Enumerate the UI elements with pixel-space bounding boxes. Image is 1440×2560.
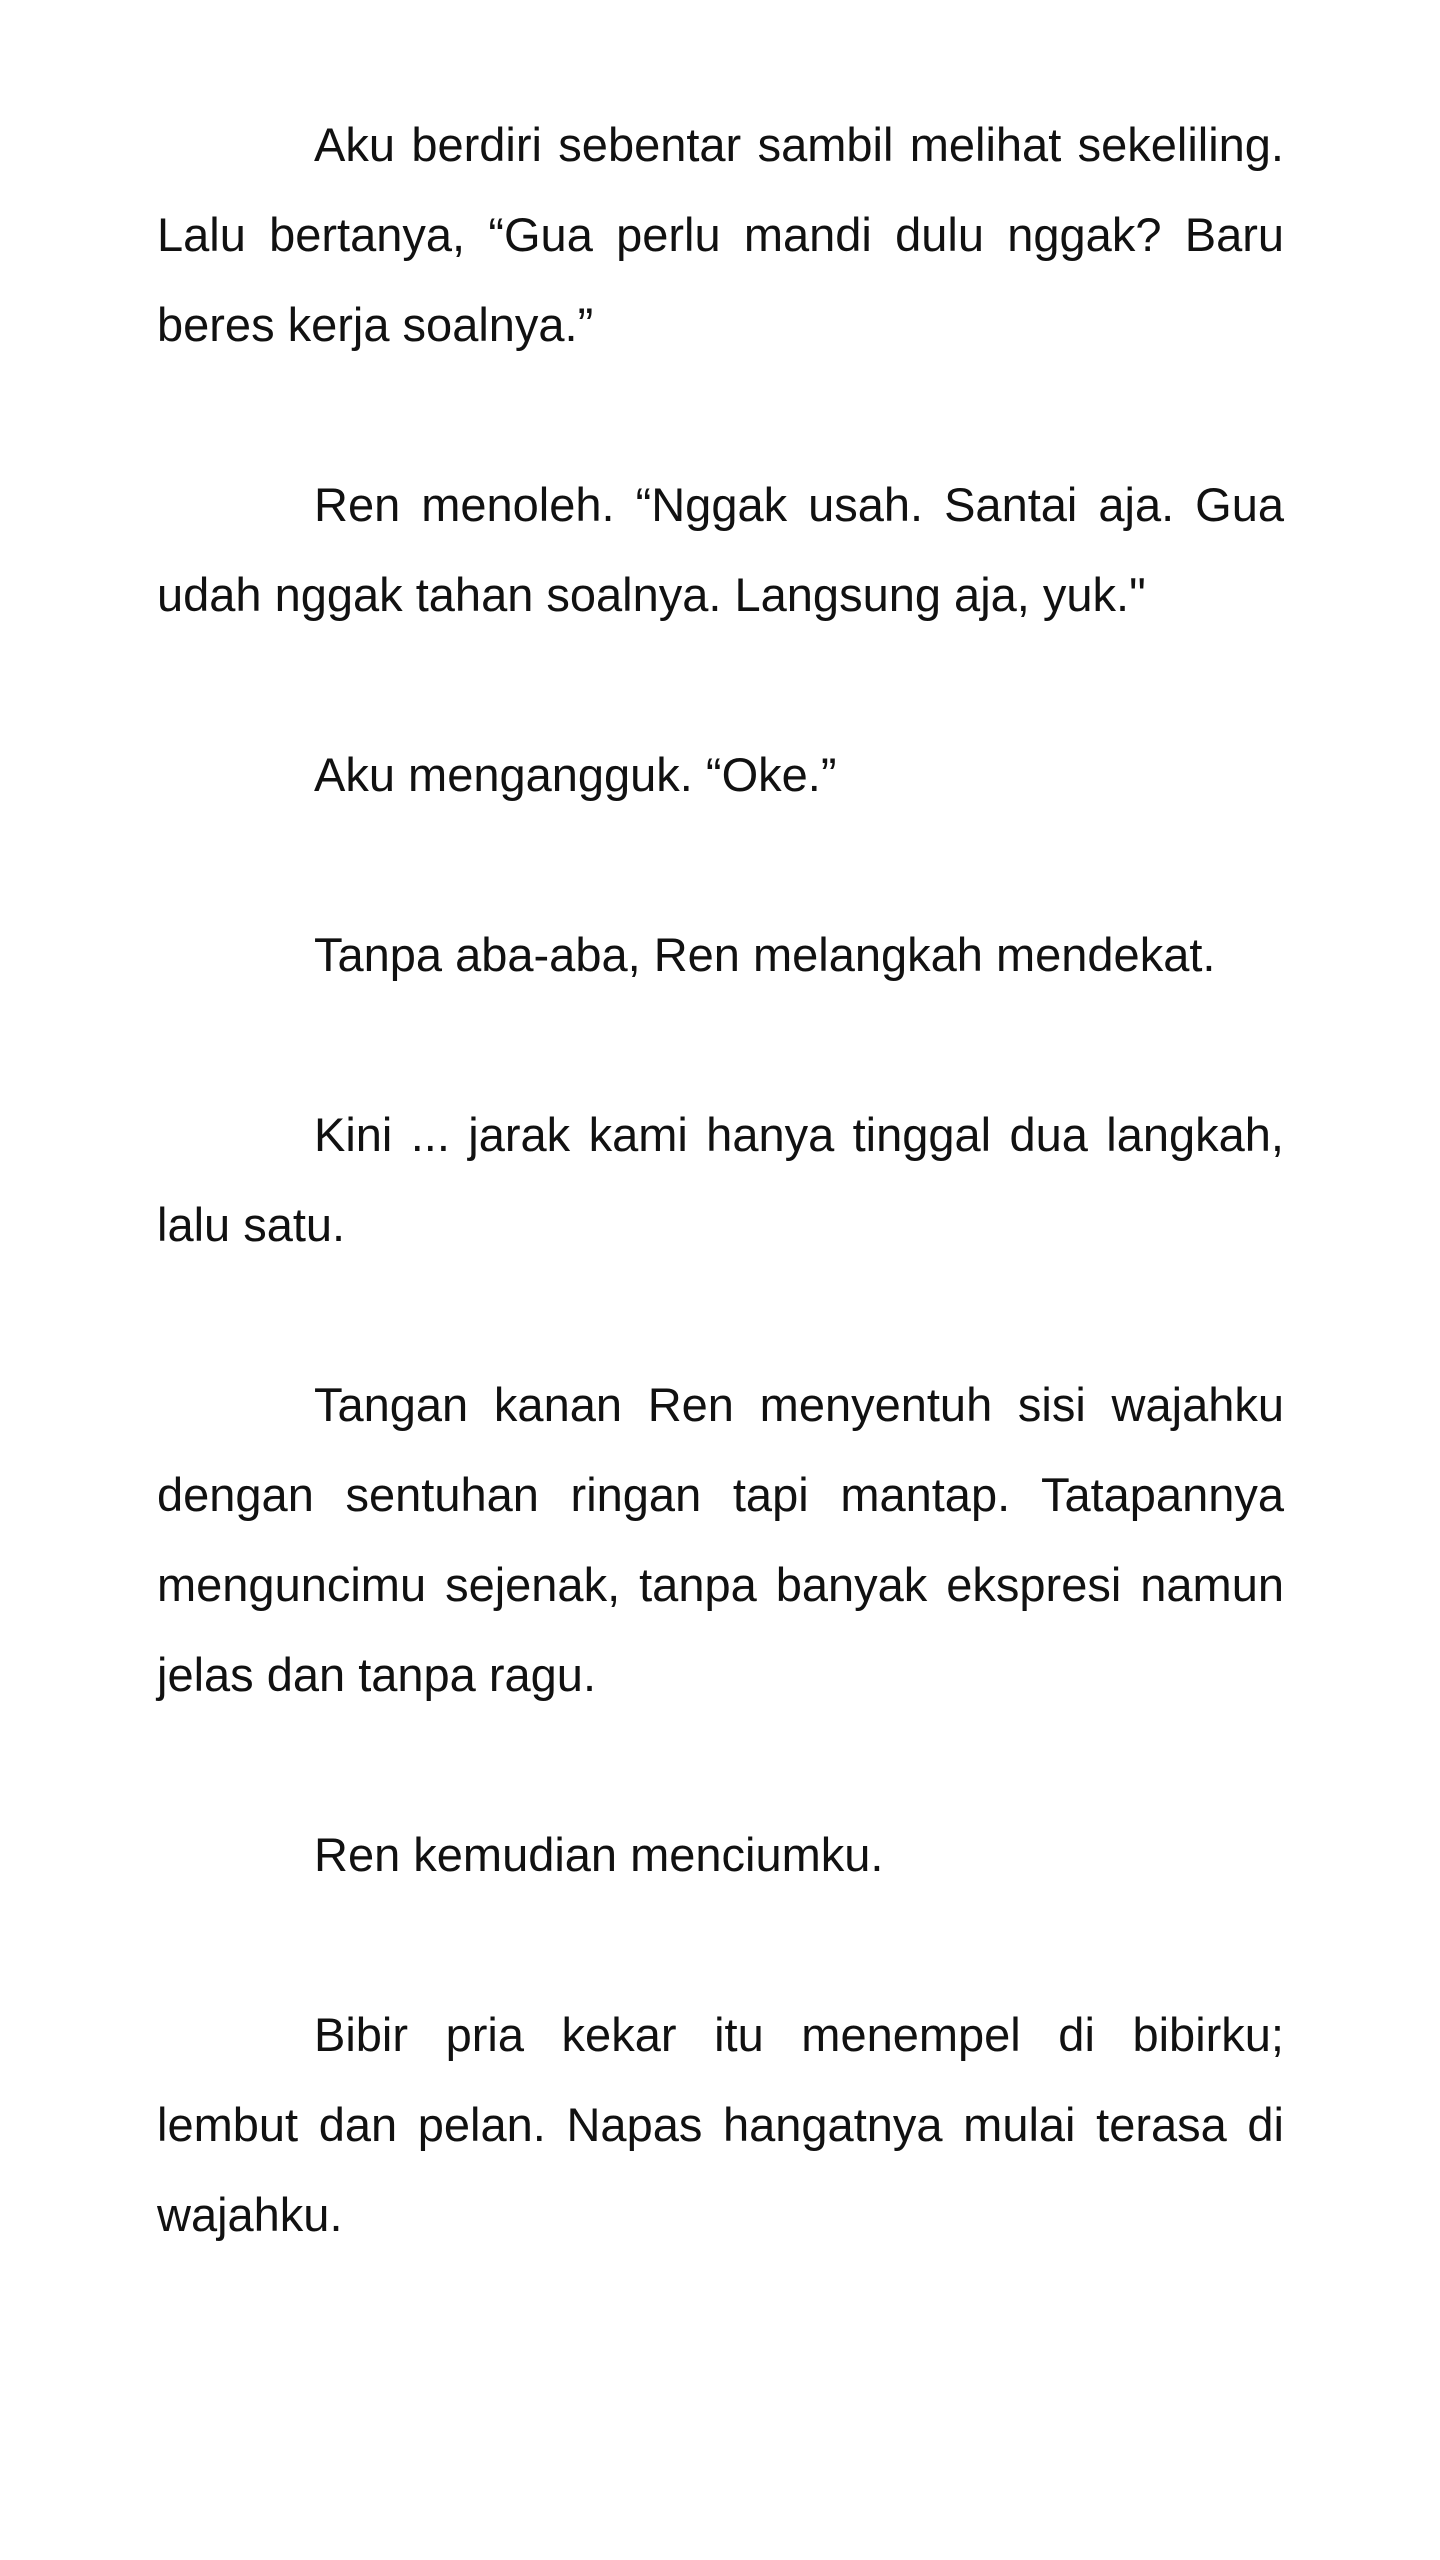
paragraph-5: Kini ... jarak kami hanya tinggal dua langkah, lalu satu. <box>157 1108 1284 1251</box>
paragraph-7: Ren kemudian menciumku. <box>314 1828 884 1881</box>
paragraph-6: Tangan kanan Ren menyentuh sisi wajahku dengan sentuhan ringan tapi mantap. Tatapannya menguncimu sejenak, tanpa banyak ekspresi namun jelas dan tanpa ragu. <box>157 1378 1284 1701</box>
paragraph-8: Bibir pria kekar itu menempel di bibirku; lembut dan pelan. Napas hangatnya mulai terasa di wajahku. <box>157 2008 1284 2241</box>
paragraph-3: Aku mengangguk. “Oke.” <box>314 748 837 801</box>
paragraph-2: Ren menoleh. “Nggak usah. Santai aja. Gua udah nggak tahan soalnya. Langsung aja, yuk." <box>157 478 1284 621</box>
paragraph-1: Aku berdiri sebentar sambil melihat sekeliling. Lalu bertanya, “Gua perlu mandi dulu nggak? Baru beres kerja soalnya.” <box>157 118 1284 351</box>
paragraph-4: Tanpa aba-aba, Ren melangkah mendekat. <box>314 928 1216 981</box>
